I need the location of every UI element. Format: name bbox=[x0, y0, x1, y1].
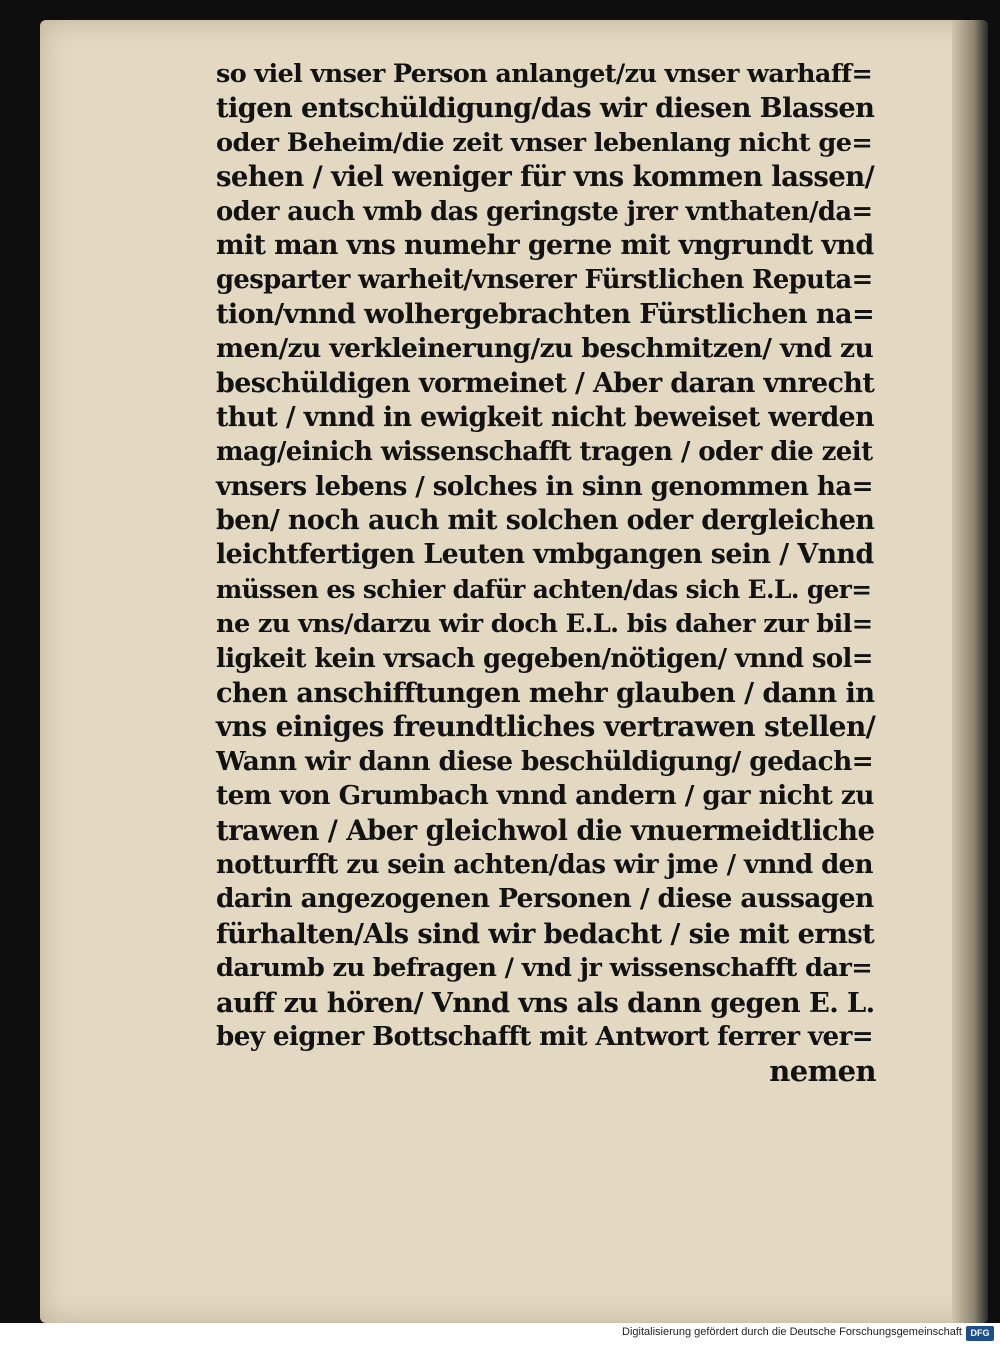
page-gutter bbox=[952, 20, 988, 1323]
footer-bar bbox=[0, 1323, 1000, 1345]
text-line: darumb zu befragen / vnd jr wissenschafft dar= bbox=[216, 953, 873, 984]
text-line: gesparter warheit/vnserer Fürstlichen Reputa= bbox=[216, 265, 873, 296]
text-line: Wann wir dann diese beschüldigung/ gedach= bbox=[216, 745, 874, 777]
text-line: trawen / Aber gleichwol die vnuermeidtliche bbox=[216, 813, 875, 847]
text-line: ne zu vns/darzu wir doch E.L. bis daher zur bil= bbox=[216, 609, 873, 640]
text-line: sehen / viel weniger für vns kommen lassen/ bbox=[216, 160, 875, 194]
text-line: oder auch vmb das geringste jrer vnthaten/da= bbox=[216, 196, 873, 227]
text-line: men/zu verkleinerung/zu beschmitzen/ vnd zu bbox=[216, 333, 874, 365]
text-line: fürhalten/Als sind wir bedacht / sie mit ernst bbox=[216, 917, 875, 950]
text-line: ligkeit kein vrsach gegeben/nötigen/ vnnd sol= bbox=[216, 643, 873, 674]
text-line: mit man vns numehr gerne mit vngrundt vnd bbox=[216, 229, 874, 261]
text-line: leichtfertigen Leuten vmbgangen sein / Vnnd bbox=[216, 539, 874, 571]
text-line: tem von Grumbach vnnd andern / gar nicht zu bbox=[216, 780, 874, 812]
text-line: notturfft zu sein achten/das wir jme / vnnd den bbox=[216, 849, 873, 880]
dfg-logo-icon: DFG bbox=[966, 1326, 994, 1341]
text-line: auff zu hören/ Vnnd vns als dann gegen E. L. bbox=[216, 986, 875, 1019]
text-line: vns einiges freundtliches vertrawen stellen/ bbox=[216, 710, 876, 744]
text-line: müssen es schier dafür achten/das sich E.L. ger= bbox=[216, 574, 872, 604]
text-line: mag/einich wissenschafft tragen / oder die zeit bbox=[216, 437, 873, 468]
text-line: chen anschifftungen mehr glauben / dann in bbox=[216, 677, 875, 710]
funding-credit: Digitalisierung gefördert durch die Deutsche Forschungsgemeinschaft bbox=[622, 1326, 962, 1338]
text-line: so viel vnser Person anlanget/zu vnser warhaff= bbox=[216, 59, 873, 89]
text-line: vnsers lebens / solches in sinn genommen ha= bbox=[216, 470, 873, 502]
text-line: thut / vnnd in ewigkeit nicht beweiset werden bbox=[216, 401, 874, 433]
catchword: nemen bbox=[769, 1054, 876, 1089]
text-line: darin angezogenen Personen / diese aussagen bbox=[216, 883, 874, 915]
text-line: bey eigner Bottschafft mit Antwort ferrer ver= bbox=[216, 1020, 874, 1052]
text-line: tigen entschüldigung/das wir diesen Blassen bbox=[216, 92, 875, 125]
text-line: oder Beheim/die zeit vnser lebenlang nicht ge= bbox=[216, 127, 873, 158]
text-line: tion/vnnd wolhergebrachten Fürstlichen na= bbox=[216, 298, 875, 330]
page-text-block bbox=[216, 57, 876, 1089]
text-line: beschüldigen vormeinet / Aber daran vnrecht bbox=[216, 367, 875, 399]
text-line: ben/ noch auch mit solchen oder dergleichen bbox=[216, 505, 875, 537]
